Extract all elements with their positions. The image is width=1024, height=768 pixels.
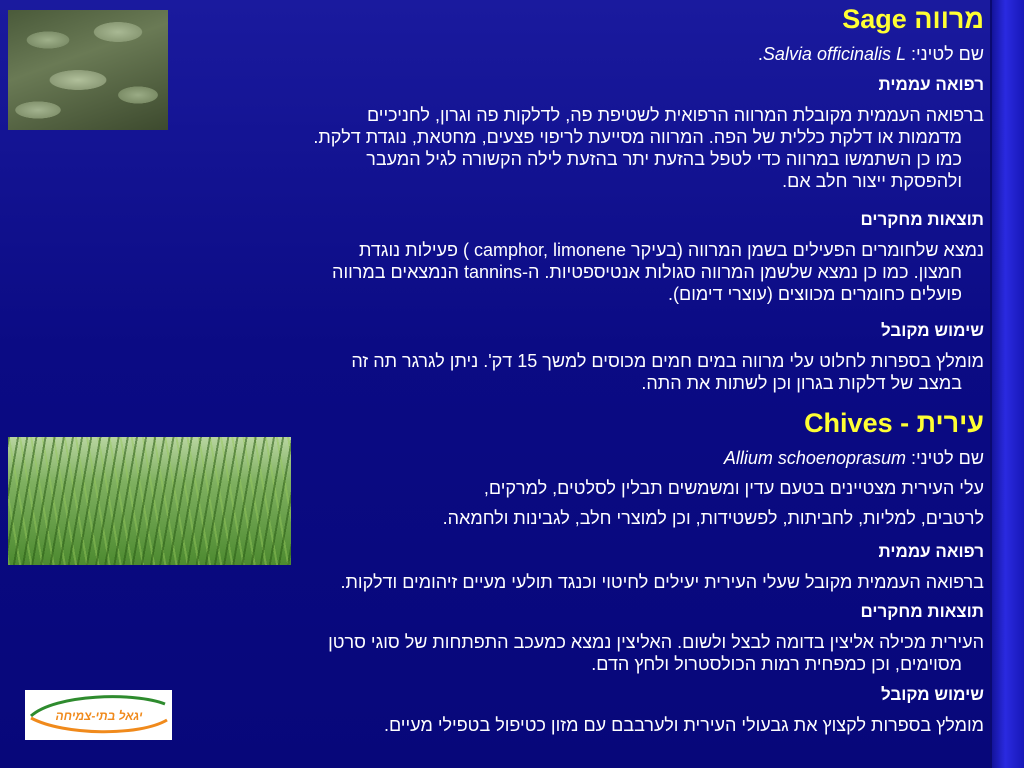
paragraph-line: כמו כן השתמשו במרווה כדי לטפל בהזעת יתר בהזעת לילה הקשורה לגיל המעבר <box>366 149 962 169</box>
chives-usage-paragraph <box>40 714 984 736</box>
sage-title: מרווה Sage <box>842 4 984 34</box>
paragraph-line: נמצא שלחומרים הפעילים בשמן המרווה (בעיקר camphor, limonene ) פעילות נוגדת <box>359 240 984 260</box>
paragraph-line: עלי העירית מצטיינים בטעם עדין ומשמשים תבלין לסלטים, למרקים, <box>483 478 984 498</box>
paragraph-line: מדממות או דלקת כללית של הפה. המרווה מסייעת לריפוי פצעים, מחטאת, נוגדת דלקת. <box>313 127 962 147</box>
paragraph-line: ולהפסקת ייצור חלב אם. <box>782 171 962 191</box>
sage-usage-paragraph <box>40 350 984 394</box>
slide-content <box>40 0 984 768</box>
sage-latin-period: . <box>757 44 763 64</box>
chives-usage-heading: שימוש מקובל <box>880 685 984 704</box>
paragraph-line: פועלים כחומרים מכווצים (עוצרי דימום). <box>668 284 962 304</box>
sage-latin-label: שם לטיני: <box>906 44 984 64</box>
paragraph-line: חמצון. כמו כן נמצא שלשמן המרווה סגולות אנטיספטיות. ה-tannins הנמצאים במרווה <box>332 262 962 282</box>
paragraph-line: ברפואה העממית מקובל שעלי העירית יעילים לחיטוי וכנגד תולעי מעיים זיהומים ודלקות. <box>340 572 984 592</box>
right-edge-bar <box>990 0 1024 768</box>
paragraph-line: לרטבים, למליות, לחביתות, לפשטידות, וכן למוצרי חלב, לגבינות ולחמאה. <box>442 508 984 528</box>
sage-folk-paragraph <box>40 104 984 192</box>
paragraph-line: העירית מכילה אליצין בדומה לבצל ולשום. האליצין נמצא כמעכב התפתחות של סוגי סרטן <box>328 632 984 652</box>
paragraph-line: במצב של דלקות בגרון וכן לשתות את התה. <box>641 373 962 393</box>
chives-research-heading: תוצאות מחקרים <box>860 602 984 621</box>
chives-intro-paragraph <box>40 477 984 529</box>
sage-usage-heading: שימוש מקובל <box>880 321 984 340</box>
chives-folk-paragraph <box>40 571 984 593</box>
paragraph-line: מומלץ בספרות לקצוץ את גבעולי העירית ולערבבם עם מזון כטיפול בטפילי מעיים. <box>383 715 984 735</box>
sage-folk-heading: רפואה עממית <box>878 75 984 94</box>
chives-research-paragraph <box>40 631 984 675</box>
sage-latin-line <box>40 43 984 65</box>
chives-latin-label: שם לטיני: <box>906 448 984 468</box>
chives-latin-line <box>40 447 984 469</box>
sage-latin-name: Salvia officinalis L <box>762 44 906 64</box>
paragraph-line: ברפואה העממית מקובלת המרווה הרפואית לשטיפת פה, לדלקות פה וגרון, לחניכיים <box>366 105 984 125</box>
sage-research-heading: תוצאות מחקרים <box>860 210 984 229</box>
paragraph-line: מומלץ בספרות לחלוט עלי מרווה במים חמים מכוסים למשך 15 דק'. ניתן לגרגר תה זה <box>351 351 984 371</box>
chives-title: עירית - Chives <box>804 408 984 438</box>
logo-text: יגאל בתי-צמיחה <box>55 709 143 723</box>
paragraph-line: מסוימים, וכן כמפחית רמות הכולסטרול ולחץ הדם. <box>591 654 962 674</box>
sage-research-paragraph <box>40 239 984 305</box>
chives-folk-heading: רפואה עממית <box>878 542 984 561</box>
chives-latin-name: Allium schoenoprasum <box>723 448 906 468</box>
